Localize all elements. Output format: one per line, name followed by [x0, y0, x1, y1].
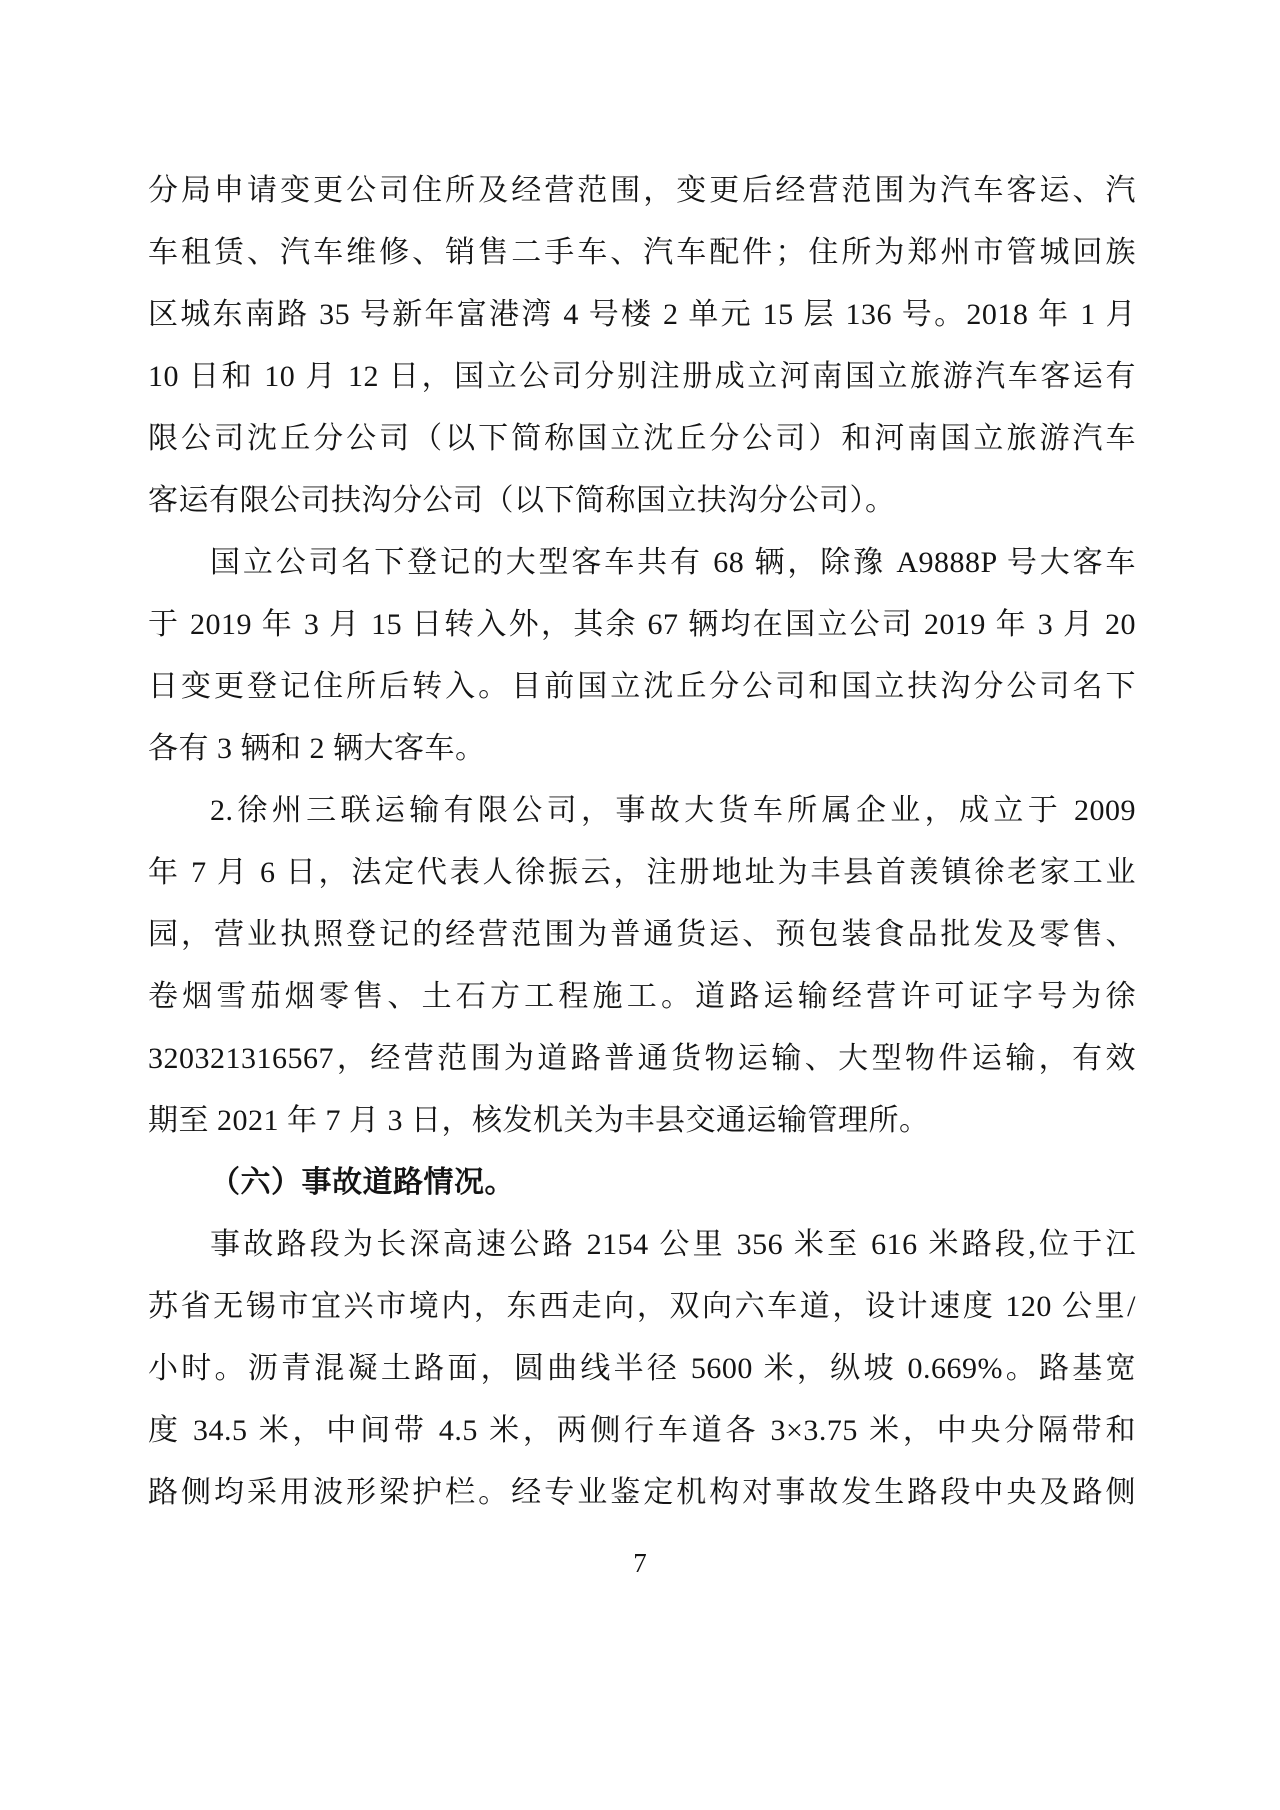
text-line: 年 7 月 6 日，法定代表人徐振云，注册地址为丰县首羡镇徐老家工业	[148, 856, 1136, 889]
text-line: 客运有限公司扶沟分公司（以下简称国立扶沟分公司）。	[148, 484, 896, 517]
text-line: 园，营业执照登记的经营范围为普通货运、预包装食品批发及零售、	[148, 918, 1136, 951]
text-line: 各有 3 辆和 2 辆大客车。	[148, 732, 486, 765]
text-line: 于 2019 年 3 月 15 日转入外，其余 67 辆均在国立公司 2019 年 3 月 20	[148, 608, 1136, 641]
para-accident-road-description	[148, 1214, 1136, 1524]
para-guoli-buses	[148, 532, 1136, 780]
para-guoli-company-registration	[148, 160, 1136, 532]
para-xuzhou-sanlian-company	[148, 780, 1136, 1152]
text-line: 2.徐州三联运输有限公司，事故大货车所属企业，成立于 2009	[210, 794, 1136, 827]
text-line: 区城东南路 35 号新年富港湾 4 号楼 2 单元 15 层 136 号。2018 年 1 月	[148, 298, 1136, 331]
text-line: 小时。沥青混凝土路面，圆曲线半径 5600 米，纵坡 0.669%。路基宽	[148, 1352, 1136, 1385]
document-body	[148, 160, 1136, 1524]
text-line: 度 34.5 米，中间带 4.5 米，两侧行车道各 3×3.75 米，中央分隔带和	[148, 1414, 1136, 1447]
text-line: 限公司沈丘分公司（以下简称国立沈丘分公司）和河南国立旅游汽车	[148, 422, 1136, 455]
text-line: 320321316567，经营范围为道路普通货物运输、大型物件运输，有效	[148, 1042, 1136, 1075]
text-line: 日变更登记住所后转入。目前国立沈丘分公司和国立扶沟分公司名下	[148, 670, 1136, 703]
text-line: （六）事故道路情况。	[210, 1166, 515, 1199]
text-line: 车租赁、汽车维修、销售二手车、汽车配件；住所为郑州市管城回族	[148, 236, 1136, 269]
text-line: 国立公司名下登记的大型客车共有 68 辆，除豫 A9888P 号大客车	[210, 546, 1136, 579]
text-line: 苏省无锡市宜兴市境内，东西走向，双向六车道，设计速度 120 公里/	[148, 1290, 1136, 1323]
text-line: 卷烟雪茄烟零售、土石方工程施工。道路运输经营许可证字号为徐	[148, 980, 1136, 1013]
page-number: 7	[633, 1548, 647, 1578]
text-line: 10 日和 10 月 12 日，国立公司分别注册成立河南国立旅游汽车客运有	[148, 360, 1136, 393]
text-line: 分局申请变更公司住所及经营范围，变更后经营范围为汽车客运、汽	[148, 174, 1136, 207]
heading-accident-road-condition	[148, 1152, 1136, 1214]
text-line: 期至 2021 年 7 月 3 日，核发机关为丰县交通运输管理所。	[148, 1104, 930, 1137]
text-line: 路侧均采用波形梁护栏。经专业鉴定机构对事故发生路段中央及路侧	[148, 1476, 1136, 1509]
text-line: 事故路段为长深高速公路 2154 公里 356 米至 616 米路段,位于江	[210, 1228, 1136, 1261]
